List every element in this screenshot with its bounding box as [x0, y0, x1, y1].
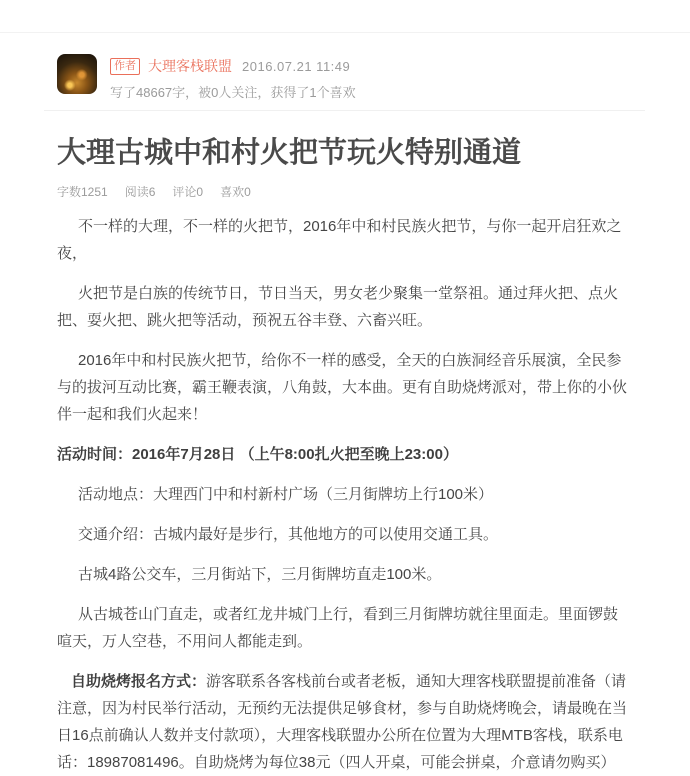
article-paragraph-walk: 从古城苍山门直走，或者红龙井城门上行，看到三月街牌坊就往里面走。里面锣鼓喧天，万人空巷，不用问人都能走到。 [57, 606, 619, 650]
signup-body-text: 游客联系各客栈前台或者老板，通知大理客栈联盟提前准备（请注意，因为村民举行活动，无预约无法提供足够食材，参与自助烧烤晚会，请最晚在当日16点前确认人数并支付款项），大理客栈联盟办公所在位置为大理MTB客栈，联系电话：18987081496。自助烧烤为每位38元（四人开桌，可能会拼桌，介意请勿购买） [57, 673, 628, 771]
author-divider [44, 110, 645, 111]
article-paragraph-bus: 古城4路公交车，三月街站下，三月街牌坊直走100米。 [78, 566, 442, 583]
signup-lead-label: 自助烧烤报名方式： [71, 673, 207, 690]
author-stats: 写了48667字，被0人关注，获得了1个喜欢 [110, 85, 356, 100]
article-paragraph-traffic: 交通介绍：古城内最好是步行，其他地方的可以使用交通工具。 [78, 526, 499, 543]
author-badge: 作者 [110, 58, 140, 75]
article-paragraph: 不一样的大理，不一样的火把节，2016年中和村民族火把节，与你一起开启狂欢之夜， [57, 218, 622, 262]
article-paragraph: 2016年中和村民族火把节，给你不一样的感受，全天的白族洞经音乐展演，全民参与的拔河互动比赛，霸王鞭表演，八角鼓，大本曲。更有自助烧烤派对，带上你的小伙伴一起和我们火起来！ [57, 352, 628, 423]
read-count: 阅读6 [124, 185, 156, 199]
publish-datetime: 2016.07.21 11:49 [242, 58, 351, 74]
article-paragraph-event-time: 活动时间：2016年7月28日 （上午8:00扎火把至晚上23:00） [57, 446, 458, 463]
like-count: 喜欢0 [220, 185, 251, 199]
article-title: 大理古城中和村火把节玩火特别通道 [57, 137, 522, 169]
author-info [110, 54, 356, 101]
article-page-container [44, 33, 645, 776]
article-paragraph: 火把节是白族的传统节日，节日当天，男女老少聚集一堂祭祖。通过拜火把、点火把、耍火把、跳火把等活动，预祝五谷丰登、六畜兴旺。 [57, 285, 619, 329]
article-meta [57, 183, 632, 200]
article-paragraph-signup [57, 668, 632, 776]
author-name-link[interactable]: 大理客栈联盟 [148, 58, 232, 74]
word-count: 字数1251 [57, 185, 108, 199]
article-paragraph-event-place: 活动地点：大理西门中和村新村广场（三月街牌坊上行100米） [78, 486, 494, 503]
author-avatar[interactable] [57, 54, 97, 94]
author-section [44, 33, 645, 101]
top-nav-bar [0, 0, 690, 33]
article [44, 135, 645, 776]
comment-count: 评论0 [172, 185, 204, 199]
article-body [57, 213, 632, 776]
